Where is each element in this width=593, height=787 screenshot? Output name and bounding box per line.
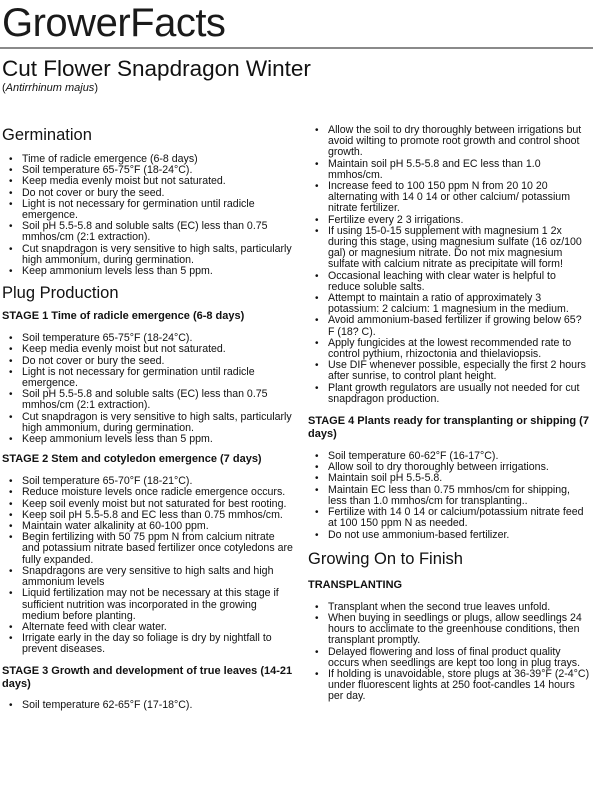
list-item: • Time of radicle emergence (6-8 days) [2, 154, 294, 165]
stage3-list-start [2, 700, 294, 711]
plug-production-heading: Plug Production [2, 284, 119, 303]
stage1-heading: STAGE 1 Time of radicle emergence (6-8 days) [2, 310, 245, 323]
list-item: • Keep media evenly moist but not saturated. [2, 344, 294, 355]
list-item: • Use DIF whenever possible, especially the first 2 hours after sunrise, to control plant height. [308, 360, 590, 382]
brand-title: GrowerFacts [2, 1, 226, 45]
list-item: • Cut snapdragon is very sensitive to high salts, particularly high ammonium, during germination. [2, 412, 294, 434]
right-column [308, 125, 590, 703]
list-item: • Soil temperature 65-75°F (18-24°C). [2, 333, 294, 344]
page-title: Cut Flower Snapdragon Winter [2, 56, 311, 81]
stage4-list [308, 451, 590, 541]
list-item: • Irrigate early in the day so foliage is dry by nightfall to prevent diseases. [2, 633, 294, 655]
list-item: • Light is not necessary for germination until radicle emergence. [2, 367, 294, 389]
list-item: • Maintain water alkalinity at 60-100 ppm. [2, 521, 294, 532]
list-item: • Apply fungicides at the lowest recommended rate to control pythium, rhizoctonia and thielaviopsis. [308, 338, 590, 360]
list-item: • Keep ammonium levels less than 5 ppm. [2, 266, 294, 277]
germination-list [2, 154, 294, 277]
list-item: • Soil pH 5.5-5.8 and soluble salts (EC) less than 0.75 mmhos/cm (2:1 extraction). [2, 221, 294, 243]
list-item: • Light is not necessary for germination until radicle emergence. [2, 199, 294, 221]
list-item: • Occasional leaching with clear water is helpful to reduce soluble salts. [308, 271, 590, 293]
transplanting-list [308, 602, 590, 703]
list-item: • Soil temperature 62-65°F (17-18°C). [2, 700, 294, 711]
list-item: • Soil temperature 65-75°F (18-24°C). [2, 165, 294, 176]
germination-heading: Germination [2, 126, 92, 144]
list-item: • Avoid ammonium-based fertilizer if growing below 65? F (18? C). [308, 315, 590, 337]
list-item: • Attempt to maintain a ratio of approximately 3 potassium: 2 calcium: 1 magnesium in the medium. [308, 293, 590, 315]
list-item: • Allow soil to dry thoroughly between irrigations. [308, 462, 590, 473]
list-item: • Fertilize with 14 0 14 or calcium/potassium nitrate feed at 100 150 ppm N as needed. [308, 507, 590, 529]
header-rule [0, 47, 593, 49]
list-item: • Maintain EC less than 0.75 mmhos/cm for shipping, less than 1.0 mmhos/cm for transplanting.. [308, 485, 590, 507]
list-item: • Maintain soil pH 5.5-5.8. [308, 473, 590, 484]
list-item: • Snapdragons are very sensitive to high salts and high ammonium levels [2, 566, 294, 588]
list-item: • Begin fertilizing with 50 75 ppm N from calcium nitrate and potassium nitrate based fertilizer once cotyledons are fully expanded. [2, 532, 294, 566]
list-item: • If using 15-0-15 supplement with magnesium 1 2x during this stage, using magnesium sulfate (16 oz/100 gal) or magnesium nitrate. Do not mix magnesium sulfate with calcium nitrate as precipitate will form! [308, 226, 590, 271]
list-item: • Delayed flowering and loss of final product quality occurs when seedlings are kept too long in plug trays. [308, 647, 590, 669]
scientific-name [2, 82, 98, 95]
list-item: • Keep media evenly moist but not saturated. [2, 176, 294, 187]
list-item: • Maintain soil pH 5.5-5.8 and EC less than 1.0 mmhos/cm. [308, 159, 590, 181]
list-item: • Keep soil evenly moist but not saturated for best rooting. [2, 499, 294, 510]
list-item: • Soil temperature 60-62°F (16-17°C). [308, 451, 590, 462]
list-item: • Do not cover or bury the seed. [2, 356, 294, 367]
growing-on-heading: Growing On to Finish [308, 549, 463, 568]
list-item: • Do not cover or bury the seed. [2, 188, 294, 199]
list-item: • Keep ammonium levels less than 5 ppm. [2, 434, 294, 445]
list-item: • Reduce moisture levels once radicle emergence occurs. [2, 487, 294, 498]
stage4-heading: STAGE 4 Plants ready for transplanting or shipping (7 days) [308, 415, 589, 441]
scientific-name-open: ( [2, 82, 6, 94]
list-item: • Plant growth regulators are usually not needed for cut snapdragon production. [308, 383, 590, 405]
list-item: • Soil pH 5.5-5.8 and soluble salts (EC) less than 0.75 mmhos/cm (2:1 extraction). [2, 389, 294, 411]
list-item: • Allow the soil to dry thoroughly between irrigations but avoid wilting to promote root growth and control shoot growth. [308, 125, 590, 159]
list-item: • Keep soil pH 5.5-5.8 and EC less than 0.75 mmhos/cm. [2, 510, 294, 521]
transplanting-heading: TRANSPLANTING [308, 578, 403, 591]
list-item: • Liquid fertilization may not be necessary at this stage if sufficient nutrition was incorporated in the growing medium before planting. [2, 588, 294, 622]
stage3-list-continued [308, 125, 590, 405]
list-item: • Soil temperature 65-70°F (18-21°C). [2, 476, 294, 487]
left-column [2, 126, 294, 711]
stage2-heading: STAGE 2 Stem and cotyledon emergence (7 days) [2, 453, 262, 466]
list-item: • Cut snapdragon is very sensitive to high salts, particularly high ammonium, during germination. [2, 244, 294, 266]
stage1-list [2, 333, 294, 445]
scientific-name-close: ) [94, 82, 98, 94]
list-item: • Fertilize every 2 3 irrigations. [308, 215, 590, 226]
list-item: • Alternate feed with clear water. [2, 622, 294, 633]
scientific-name-text: Antirrhinum majus [5, 82, 95, 94]
stage2-list [2, 476, 294, 655]
list-item: • When buying in seedlings or plugs, allow seedlings 24 hours to acclimate to the greenhouse conditions, then transplant promptly. [308, 613, 590, 647]
list-item: • Do not use ammonium-based fertilizer. [308, 530, 590, 541]
list-item: • Transplant when the second true leaves unfold. [308, 602, 590, 613]
list-item: • Increase feed to 100 150 ppm N from 20 10 20 alternating with 14 0 14 or other calcium/ potassium nitrate fertilizer. [308, 181, 590, 215]
stage3-heading: STAGE 3 Growth and development of true leaves (14-21 days) [2, 664, 293, 690]
list-item: • If holding is unavoidable, store plugs at 36-39°F (2-4°C) under fluorescent lights at 250 foot-candles 14 hours per day. [308, 669, 590, 703]
